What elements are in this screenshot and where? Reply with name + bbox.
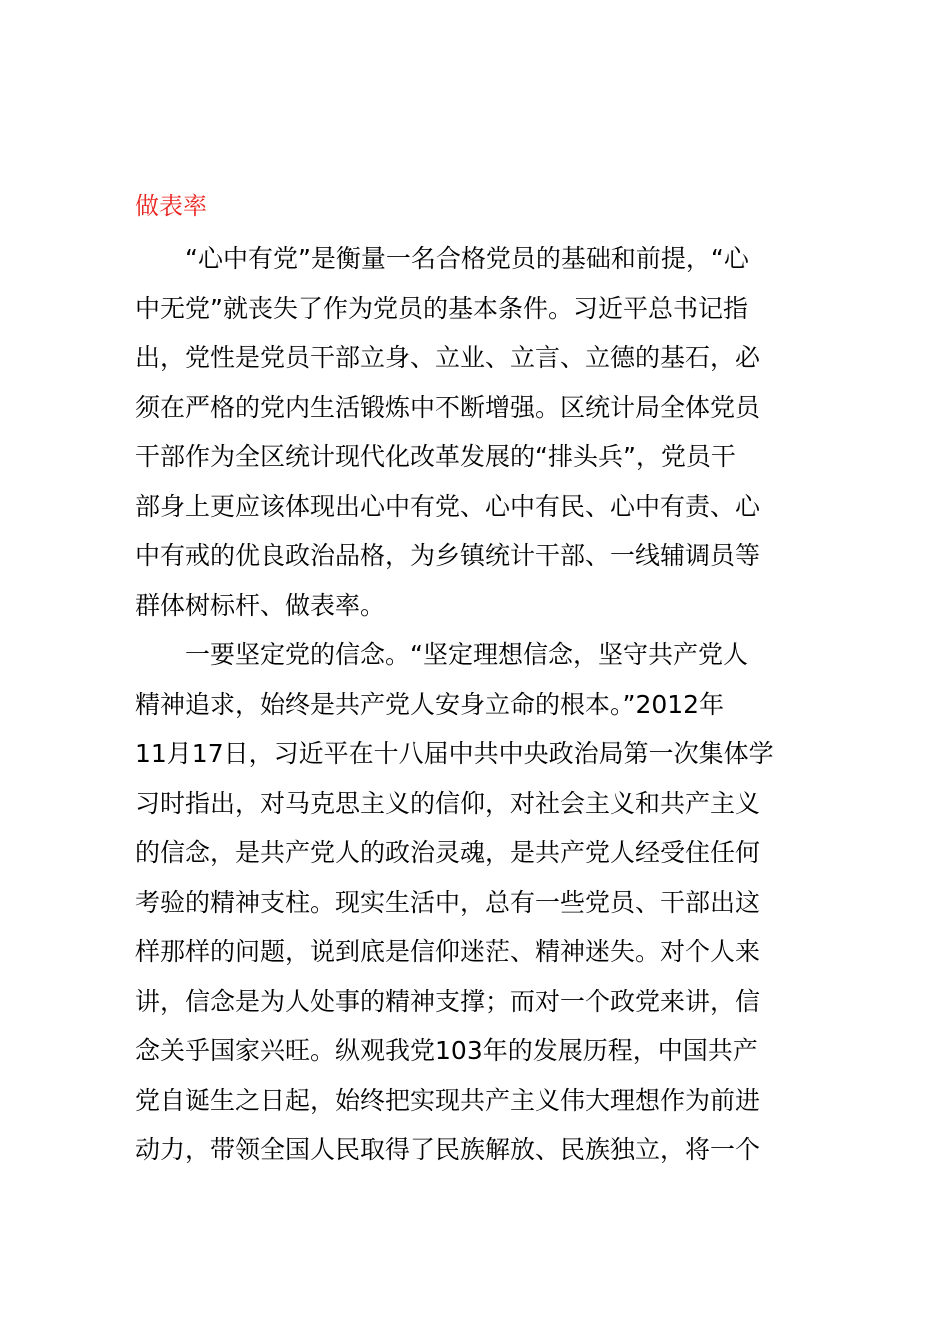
document-body <box>135 178 835 1175</box>
section-heading: 做表率 <box>135 192 207 220</box>
text-line: 样那样的问题，说到底是信仰迷茫、精神迷失。对个人来 <box>135 937 761 966</box>
text-line: 的信念，是共产党人的政治灵魂，是共产党人经受住任何 <box>135 838 761 867</box>
text-line: “心中有党”是衡量一名合格党员的基础和前提，“心 <box>135 244 749 273</box>
text-line: 出，党性是党员干部立身、立业、立言、立德的基石，必 <box>135 343 761 372</box>
text-line: 群体树标杆、做表率。 <box>135 590 386 620</box>
text-line: 考验的精神支柱。现实生活中，总有一些党员、干部出这 <box>135 887 761 917</box>
paragraph-1 <box>135 234 835 630</box>
text-line: 须在严格的党内生活锻炼中不断增强。区统计局全体党员 <box>135 392 761 422</box>
text-line: 党自诞生之日起，始终把实现共产主义伟大理想作为前进 <box>135 1085 761 1115</box>
text-line: 动力，带领全国人民取得了民族解放、民族独立，将一个 <box>135 1135 761 1164</box>
paragraph-2 <box>135 630 835 1175</box>
text-line: 11月17日，习近平在十八届中共中央政治局第一次集体学 <box>135 739 774 768</box>
text-line: 念关乎国家兴旺。纵观我党103年的发展历程，中国共产 <box>135 1036 758 1065</box>
text-line: 部身上更应该体现出心中有党、心中有民、心中有责、心 <box>135 491 761 521</box>
text-line: 一要坚定党的信念。“坚定理想信念，坚守共产党人 <box>135 640 748 669</box>
text-line: 中有戒的优良政治品格，为乡镇统计干部、一线辅调员等 <box>135 541 761 570</box>
text-line: 干部作为全区统计现代化改革发展的“排头兵”，党员干 <box>135 442 736 471</box>
text-line: 精神追求，始终是共产党人安身立命的根本。”2012年 <box>135 689 725 719</box>
text-line: 习时指出，对马克思主义的信仰，对社会主义和共产主义 <box>135 788 761 818</box>
text-line: 讲，信念是为人处事的精神支撑；而对一个政党来讲，信 <box>135 986 761 1016</box>
text-line: 中无党”就丧失了作为党员的基本条件。习近平总书记指 <box>135 293 748 323</box>
